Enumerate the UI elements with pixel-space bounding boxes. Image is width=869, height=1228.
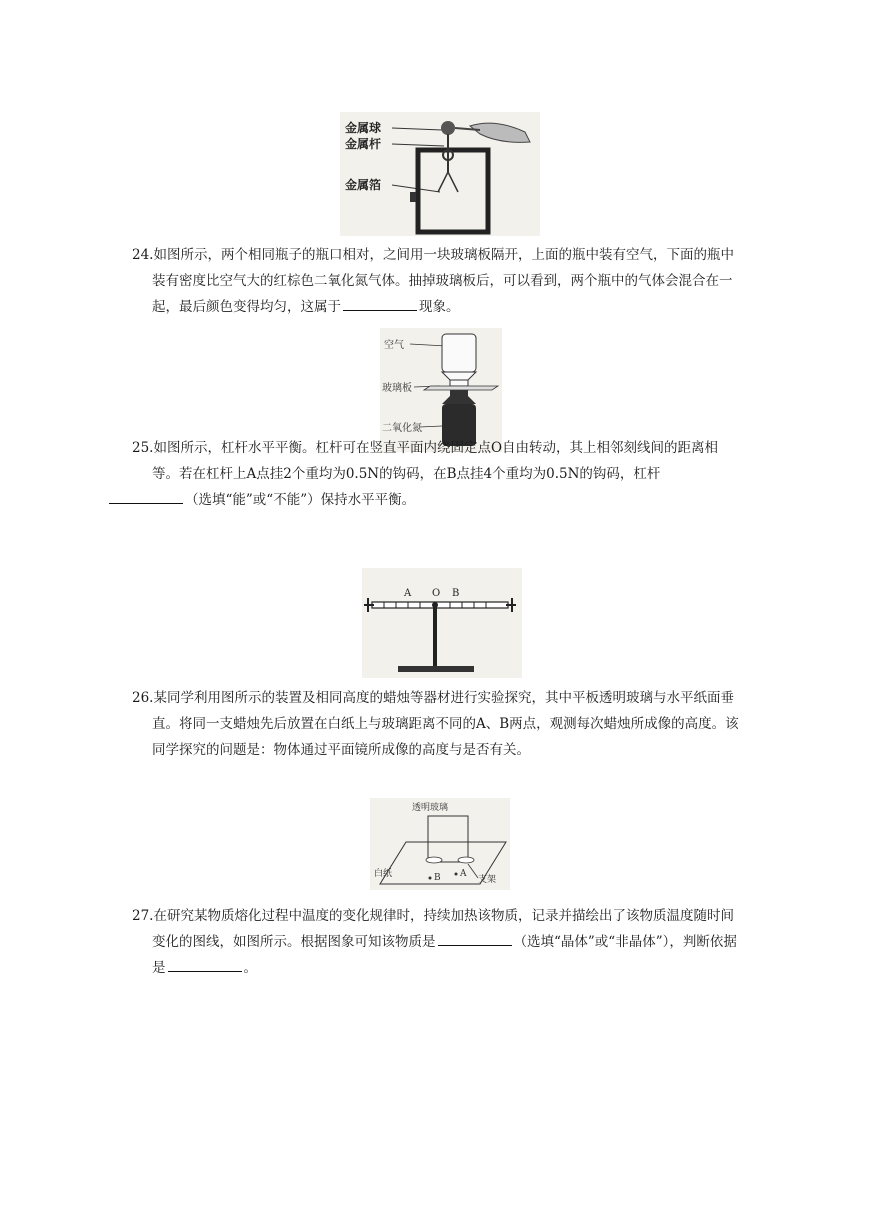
glass-plate-label: 玻璃板 — [382, 383, 412, 394]
glass-label: 透明玻璃 — [412, 803, 449, 813]
question-number: 24. — [132, 247, 154, 263]
answer-blank-2[interactable] — [168, 957, 242, 972]
question-25 — [132, 435, 740, 513]
air-label: 空气 — [384, 340, 404, 351]
question-text: 某同学利用图所示的装置及相同高度的蜡烛等器材进行实验探究，其中平板透明玻璃与水平纸面垂直。将同一支蜡烛先后放置在白纸上与玻璃距离不同的A、B两点，观测每次蜡烛所成像的高度。该同学探究的问题是：物体通过平面镜所成像的高度与是否有关。 — [152, 690, 739, 758]
question-number: 27. — [132, 908, 154, 924]
answer-blank-1[interactable] — [438, 931, 512, 946]
question-text-end: 。 — [243, 960, 257, 976]
question-text-mid: （选填“晶体”或“非晶体”），判断依据是 — [152, 934, 737, 976]
point-o-label: O — [432, 588, 441, 599]
question-text-end: （选填“能”或“不能”）保持水平平衡。 — [185, 492, 416, 508]
question-text-end: 现象。 — [419, 299, 460, 315]
point-a-label: A — [404, 588, 412, 599]
point-b-label: B — [434, 873, 441, 883]
question-text: 如图所示，杠杆水平平衡。杠杆可在竖直平面内绕固定点O自由转动，其上相邻刻线间的距离相等。若在杠杆上A点挂2个重均为0.5N的钩码，在B点挂4个重均为0.5N的钩码，杠杆 — [152, 440, 719, 482]
metal-rod-label: 金属杆 — [345, 137, 382, 151]
question-27 — [132, 903, 740, 981]
bottles-figure — [380, 328, 502, 452]
lever-figure — [362, 568, 522, 678]
answer-blank[interactable] — [343, 296, 417, 311]
no2-label: 二氧化氮 — [382, 423, 422, 434]
point-a-label: A — [460, 869, 467, 879]
point-b-label: B — [452, 588, 460, 599]
mirror-experiment-figure — [370, 798, 510, 890]
question-number: 25. — [132, 440, 154, 456]
answer-blank[interactable] — [109, 489, 183, 504]
metal-foil-label: 金属箔 — [345, 178, 382, 192]
stand-label: 支架 — [478, 875, 497, 885]
metal-ball-label: 金属球 — [345, 121, 382, 135]
white-paper-label: 白纸 — [374, 869, 393, 879]
electroscope-figure — [340, 112, 540, 236]
question-26 — [132, 685, 740, 763]
question-number: 26. — [132, 690, 154, 706]
question-24 — [132, 242, 740, 320]
question-text: 如图所示，两个相同瓶子的瓶口相对，之间用一块玻璃板隔开，上面的瓶中装有空气，下面的瓶中装有密度比空气大的红棕色二氧化氮气体。抽掉玻璃板后，可以看到，两个瓶中的气体会混合在一起，最后颜色变得均匀，这属于 — [152, 247, 734, 315]
question-text: 在研究某物质熔化过程中温度的变化规律时，持续加热该物质，记录并描绘出了该物质温度随时间变化的图线，如图所示。根据图象可知该物质是 — [152, 908, 734, 950]
